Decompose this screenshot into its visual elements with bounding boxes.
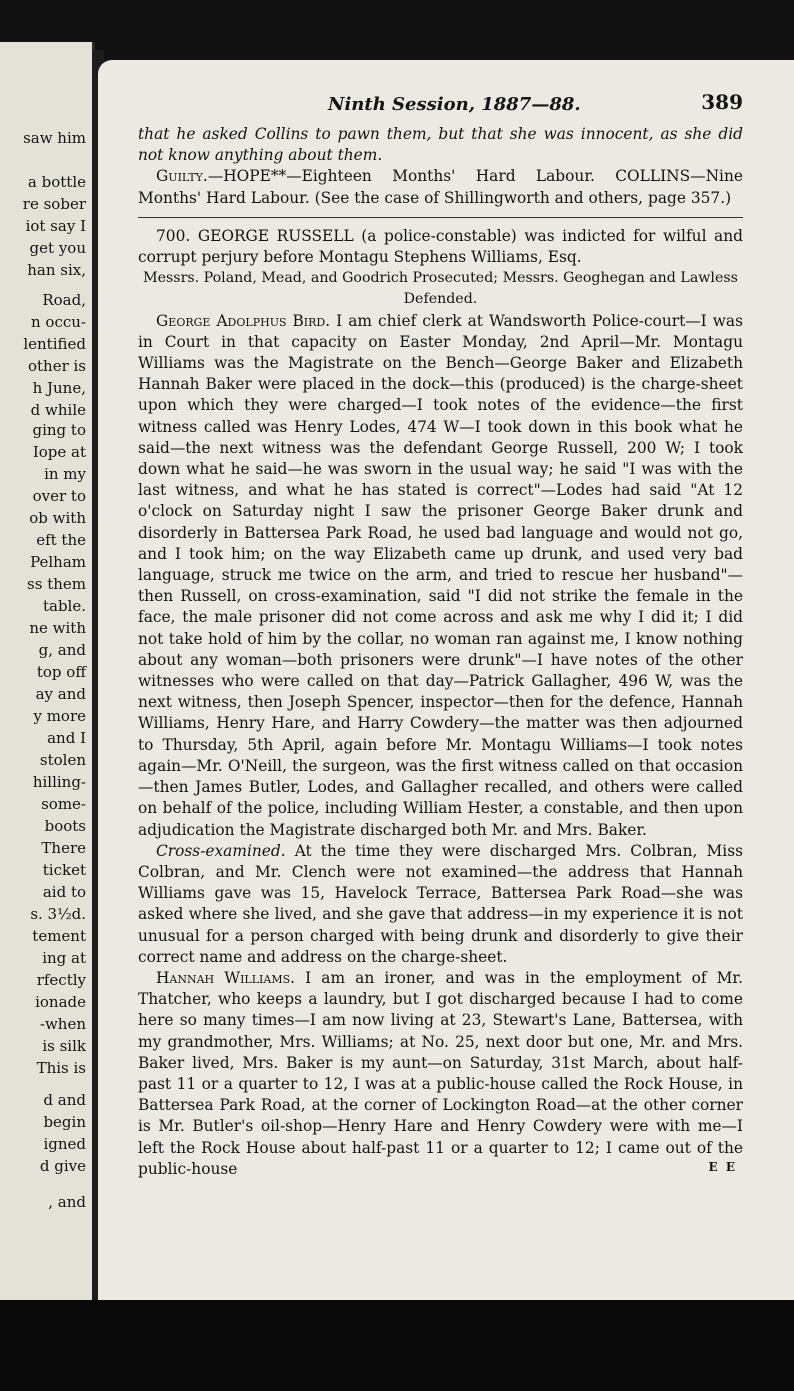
left-page-fragment: h June, [32, 379, 86, 397]
left-page-fragment: igned [43, 1135, 86, 1153]
previous-case-ending [138, 124, 743, 166]
witness-williams-text: I am an ironer, and was in the employment of Mr. Thatcher, who keeps a laundry, but I got discharged because I had to come here so many times—I am now living at 23, Stewart's Lane, Battersea, with my grandmother, Mrs. Williams; at No. 25, next door but one, Mr. and Mrs. Baker lived, Mrs. Baker is my aunt—on Saturday, 31st March, about half-past 11 or a quarter to 12, I was at a public-house called the Rock House, in Battersea Park Road, at the corner of Lockington Road—at the other corner is Mr. Butler's oil-shop—Henry Hare and Henry Cowdery were with me—I left the Rock House about half-past 11 or a quarter to 12; I came out of the public-house [138, 968, 743, 1178]
left-page-fragment: iot say I [25, 217, 86, 235]
left-page-fragment: ay and [35, 685, 86, 703]
left-page-fragment: ss them [27, 575, 86, 593]
witness-williams-testimony [138, 968, 743, 1180]
case-divider [138, 217, 743, 218]
left-page-fragment: , and [48, 1193, 86, 1211]
witness-bird-name: George Adolphus Bird. [156, 311, 331, 330]
left-page-fragment: and I [47, 729, 86, 747]
previous-case-verdict [138, 166, 743, 208]
left-page-fragment: ticket [42, 861, 86, 879]
witness-bird-text: I am chief clerk at Wandsworth Police-court—I was in Court in that capacity on Easter Monday, 2nd April—Mr. Montagu Williams was the Magistrate on the Bench—George Baker and Elizabeth Hannah Baker were placed in the dock—this (produced) is the charge-sheet upon which they were charged—I took notes of the evidence—the first witness called was Henry Lodes, 474 W—I took down in this book what he said—the next witness was the defendant George Russell, 200 W; I took down what he said—he was sworn in the usual way; he said "I was with the last witness, and what he has stated is correct"—Lodes had said "At 12 o'clock on Saturday night I saw the prisoner George Baker drunk and disorderly in Battersea Park Road, he used bad language and would not go, and I took him; on the way Elizabeth came up drunk, and used very bad language, struck me twice on the arm, and tried to rescue her husband"—then Russell, on cross-examination, said "I did not strike the female in the face, the male prisoner did not come across and ask me why I did it; I did not take hold of him by the collar, no woman ran against me, I know nothing about any woman—both prisoners were drunk"—I have notes of the other witnesses who were called on that day—Patrick Gallagher, 496 W, was the next witness, then Joseph Spencer, inspector—then for the defence, Hannah Williams, Henry Hare, and Harry Cowdery—the matter was then adjourned to Thursday, 5th April, again before Mr. Montagu Williams—I took notes again—Mr. O'Neill, the surgeon, was the first witness called on that occasion—then James Butler, Lodes, and Gallagher recalled, and others were called on behalf of the police, including William Hester, a constable, and then upon adjudication the Magistrate discharged both Mr. and Mrs. Baker. [138, 311, 743, 839]
left-page-fragment: This is [36, 1059, 86, 1077]
left-page-fragment: -when [39, 1015, 86, 1033]
left-page-fragment: aid to [42, 883, 86, 901]
left-page-fragment: han six, [27, 261, 86, 279]
left-page-fragment: boots [44, 817, 86, 835]
left-page-fragment: re sober [22, 195, 86, 213]
previous-case-text: that he asked Collins to pawn them, but that she was innocent, as she did not know anything about them. [138, 125, 743, 165]
left-page-fragment: lentified [23, 335, 86, 353]
left-page-fragment: Pelham [30, 553, 86, 571]
left-page-fragment: d and [43, 1091, 86, 1109]
left-page-fragment: other is [27, 357, 86, 375]
left-page-fragment: hilling- [32, 773, 86, 791]
left-page-fragment: d while [30, 401, 86, 419]
page-number: 389 [701, 90, 743, 114]
left-page-fragment: g, and [38, 641, 86, 659]
verdict-label: Guilty. [156, 167, 208, 186]
left-page-fragment: begin [43, 1113, 86, 1131]
counsel-line: Messrs. Poland, Mead, and Goodrich Prosecuted; Messrs. Geoghegan and Lawless Defended. [143, 270, 738, 308]
left-page-fragment: n occu- [31, 313, 86, 331]
witness-bird-testimony [138, 311, 743, 841]
left-page-fragment: top off [36, 663, 86, 681]
left-page-fragment: There [41, 839, 86, 857]
left-page-fragment: Road, [42, 291, 86, 309]
left-page-fragment: is silk [42, 1037, 86, 1055]
left-page-fragment: get you [29, 239, 86, 257]
left-page-fragment: Iope at [32, 443, 86, 461]
verdict-text: —HOPE**—Eighteen Months' Hard Labour. COLLINS—Nine Months' Hard Labour. (See the case of Shillingworth and others, page 357.) [138, 167, 743, 207]
witness-williams-name: Hannah Williams. [156, 968, 296, 987]
left-page-fragment: y more [33, 707, 86, 725]
left-page-fragment: d give [39, 1157, 86, 1175]
cross-examined-label: Cross-examined. [156, 841, 286, 860]
left-page-fragment: table. [42, 597, 86, 615]
left-page-fragment: stolen [39, 751, 86, 769]
running-head [138, 90, 743, 124]
left-page-fragment: ing at [42, 949, 86, 967]
left-page-fragment: rfectly [36, 971, 86, 989]
page-text-block [138, 90, 743, 1180]
cross-examination [138, 841, 743, 968]
left-page-fragment: a bottle [27, 173, 86, 191]
left-page-margin [0, 42, 95, 1304]
left-page-fragment: ionade [35, 993, 86, 1011]
left-page-fragment: s. 3½d. [30, 905, 86, 923]
cross-examination-text: At the time they were discharged Mrs. Colbran, Miss Colbran, and Mr. Clench were not examined—the address that Hannah Williams gave was 15, Havelock Terrace, Battersea Park Road—she was asked where she lived, and she gave that address—in my experience it is not unusual for a person charged with being drunk and disorderly to give their correct name and address on the charge-sheet. [138, 841, 743, 966]
left-page-fragment: ne with [29, 619, 86, 637]
left-page-fragment: in my [44, 465, 86, 483]
running-title: Ninth Session, 1887—88. [328, 94, 581, 115]
signature-mark: E E [708, 1160, 737, 1174]
case-heading: 700. GEORGE RUSSELL (a police-constable) was indicted for wilful and corrupt perjury before Montagu Stephens Williams, Esq. [138, 226, 743, 267]
scan-background-bottom [0, 1300, 794, 1391]
left-page-fragment: some- [41, 795, 86, 813]
left-page-fragment: ob with [29, 509, 86, 527]
left-page-fragment: saw him [23, 129, 86, 147]
left-page-fragment: over to [32, 487, 86, 505]
left-page-fragment: eft the [36, 531, 86, 549]
left-page-fragment: tement [32, 927, 86, 945]
left-page-fragment: ging to [32, 421, 86, 439]
right-page [98, 60, 794, 1300]
